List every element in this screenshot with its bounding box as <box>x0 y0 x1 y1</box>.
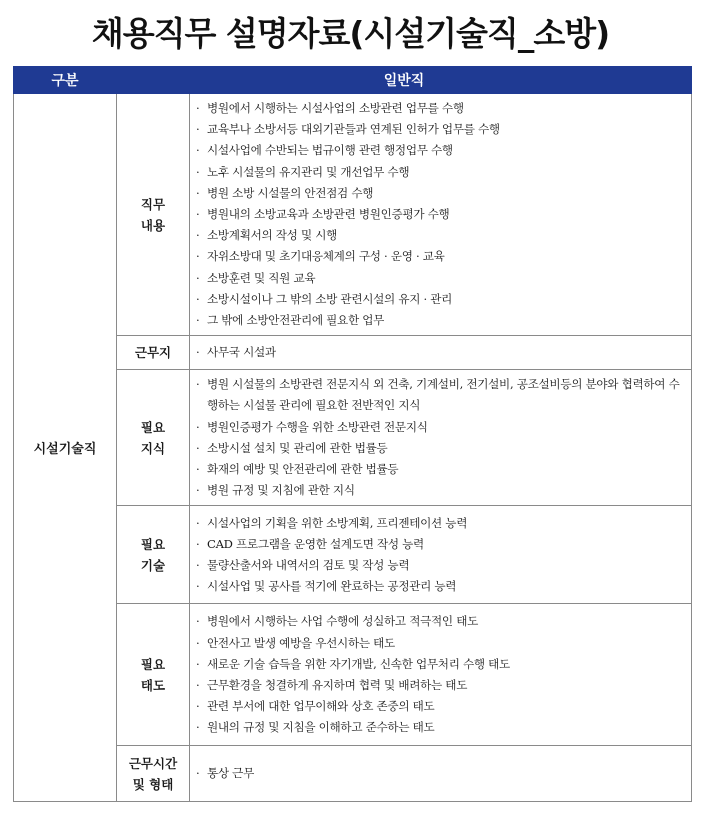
bullet-icon: · <box>196 249 200 264</box>
bullet-icon: · <box>196 515 200 530</box>
list-item <box>194 162 687 183</box>
item-text: 시설사업의 기획을 위한 소방계획, 프리젠테이션 능력 <box>207 515 468 530</box>
section-content <box>190 94 692 336</box>
bullet-icon: · <box>196 419 200 434</box>
section-label-line: 지식 <box>140 440 166 456</box>
section-label <box>117 746 190 802</box>
section-label <box>117 370 190 506</box>
table-header-row <box>14 67 692 94</box>
bullet-icon: · <box>196 164 200 179</box>
item-text: 시설사업 및 공사를 적기에 완료하는 공정관리 능력 <box>207 579 457 594</box>
item-text: 병원에서 시행하는 사업 수행에 성실하고 적극적인 태도 <box>207 614 479 629</box>
list-item <box>194 246 687 267</box>
bullet-icon: · <box>196 207 200 222</box>
item-list <box>194 763 687 784</box>
section-label <box>117 604 190 746</box>
section-content <box>190 746 692 802</box>
bullet-icon: · <box>196 579 200 594</box>
list-item <box>194 289 687 310</box>
list-item <box>194 119 687 140</box>
list-item <box>194 342 687 363</box>
item-list <box>194 374 687 501</box>
bullet-icon: · <box>196 345 200 360</box>
bullet-icon: · <box>196 440 200 455</box>
item-text: 소방계획서의 작성 및 시행 <box>207 228 338 243</box>
item-list <box>194 611 687 738</box>
item-text: 새로운 기술 습득을 위한 자기개발, 신속한 업무처리 수행 태도 <box>207 656 510 671</box>
list-item <box>194 204 687 225</box>
bullet-icon: · <box>196 143 200 158</box>
item-text: 관련 부서에 대한 업무이해와 상호 존중의 태도 <box>207 699 435 714</box>
item-text: 병원 소방 시설물의 안전점검 수행 <box>207 185 374 200</box>
bullet-icon: · <box>196 122 200 137</box>
item-text: 교육부나 소방서등 대외기관들과 연계된 인허가 업무를 수행 <box>207 122 500 137</box>
section-label-line: 태도 <box>140 677 166 693</box>
list-item <box>194 633 687 654</box>
item-text: 병원내의 소방교육과 소방관련 병원인증평가 수행 <box>207 207 450 222</box>
bullet-icon: · <box>196 228 200 243</box>
item-list <box>194 342 687 363</box>
list-item <box>194 717 687 738</box>
section-label-line: 근무지 <box>134 345 172 361</box>
bullet-icon: · <box>196 483 200 498</box>
list-item <box>194 98 687 119</box>
job-description-table <box>13 66 692 802</box>
list-item <box>194 696 687 717</box>
item-text: 사무국 시설과 <box>207 345 276 360</box>
bullet-icon: · <box>196 720 200 735</box>
list-item <box>194 480 687 501</box>
list-item <box>194 183 687 204</box>
section-content <box>190 370 692 506</box>
list-item <box>194 140 687 161</box>
section-label-line: 근무시간 <box>128 755 178 771</box>
item-text: 화재의 예방 및 안전관리에 관한 법률등 <box>207 462 399 477</box>
section-label-line: 필요 <box>140 419 166 435</box>
section-label-line: 내용 <box>140 217 166 233</box>
item-text: 그 밖에 소방안전관리에 필요한 업무 <box>207 313 385 328</box>
section-label-line: 기술 <box>140 557 166 573</box>
bullet-icon: · <box>196 101 200 115</box>
section-label <box>117 506 190 604</box>
bullet-icon: · <box>196 377 200 392</box>
list-item <box>194 459 687 480</box>
item-text: 물량산출서와 내역서의 검토 및 작성 능력 <box>207 557 410 572</box>
table-body <box>14 94 692 802</box>
list-item <box>194 654 687 675</box>
list-item <box>194 417 687 438</box>
bullet-icon: · <box>196 313 200 328</box>
section-content <box>190 506 692 604</box>
bullet-icon: · <box>196 462 200 477</box>
item-text: 시설사업에 수반되는 법규이행 관련 행정업무 수행 <box>207 143 453 158</box>
list-item <box>194 576 687 597</box>
section-content <box>190 604 692 746</box>
bullet-icon: · <box>196 635 200 650</box>
list-item <box>194 374 687 416</box>
section-row <box>14 94 692 336</box>
section-label-line: 필요 <box>140 656 166 672</box>
item-text: 소방시설 설치 및 관리에 관한 법률등 <box>207 440 388 455</box>
list-item <box>194 555 687 576</box>
item-text: 안전사고 발생 예방을 우선시하는 태도 <box>207 635 395 650</box>
item-text: 병원 시설물의 소방관련 전문지식 외 건축, 기계설비, 전기설비, 공조설비등의 분야와 협력하여 수행하는 시설물 관리에 필요한 전반적인 지식 <box>207 377 680 413</box>
item-text: 자위소방대 및 초기대응체계의 구성 · 운영 · 교육 <box>207 249 445 264</box>
bullet-icon: · <box>196 185 200 200</box>
item-text: 노후 시설물의 유지관리 및 개선업무 수행 <box>207 164 410 179</box>
section-label <box>117 94 190 336</box>
item-text: 원내의 규정 및 지침을 이해하고 준수하는 태도 <box>207 720 435 735</box>
section-content <box>190 336 692 370</box>
list-item <box>194 611 687 632</box>
item-text: CAD 프로그램을 운영한 설계도면 작성 능력 <box>207 536 424 551</box>
item-text: 병원에서 시행하는 시설사업의 소방관련 업무를 수행 <box>207 101 464 115</box>
page-title: 채용직무 설명자료(시설기술직_소방) <box>91 14 610 53</box>
item-text: 근무환경을 청결하게 유지하며 협력 및 배려하는 태도 <box>207 677 468 692</box>
bullet-icon: · <box>196 614 200 629</box>
header-general: 일반직 <box>117 67 692 94</box>
list-item <box>194 763 687 784</box>
list-item <box>194 675 687 696</box>
list-item <box>194 438 687 459</box>
section-label-line: 필요 <box>140 536 166 552</box>
category-cell: 시설기술직 <box>14 94 117 802</box>
item-text: 소방시설이나 그 밖의 소방 관련시설의 유지 · 관리 <box>207 291 453 306</box>
bullet-icon: · <box>196 766 200 781</box>
bullet-icon: · <box>196 699 200 714</box>
item-text: 병원인증평가 수행을 위한 소방관련 전문지식 <box>207 419 428 434</box>
item-list <box>194 98 687 331</box>
item-text: 통상 근무 <box>207 766 254 781</box>
header-category: 구분 <box>14 67 117 94</box>
list-item <box>194 513 687 534</box>
section-label-line: 및 형태 <box>132 776 174 792</box>
item-text: 병원 규정 및 지침에 관한 지식 <box>207 483 355 498</box>
bullet-icon: · <box>196 536 200 551</box>
bullet-icon: · <box>196 677 200 692</box>
list-item <box>194 225 687 246</box>
section-label <box>117 336 190 370</box>
item-text: 소방훈련 및 직원 교육 <box>207 270 316 285</box>
item-list <box>194 513 687 598</box>
bullet-icon: · <box>196 656 200 671</box>
list-item <box>194 268 687 289</box>
bullet-icon: · <box>196 557 200 572</box>
section-label-line: 직무 <box>140 196 166 212</box>
list-item <box>194 534 687 555</box>
list-item <box>194 310 687 331</box>
bullet-icon: · <box>196 270 200 285</box>
bullet-icon: · <box>196 291 200 306</box>
